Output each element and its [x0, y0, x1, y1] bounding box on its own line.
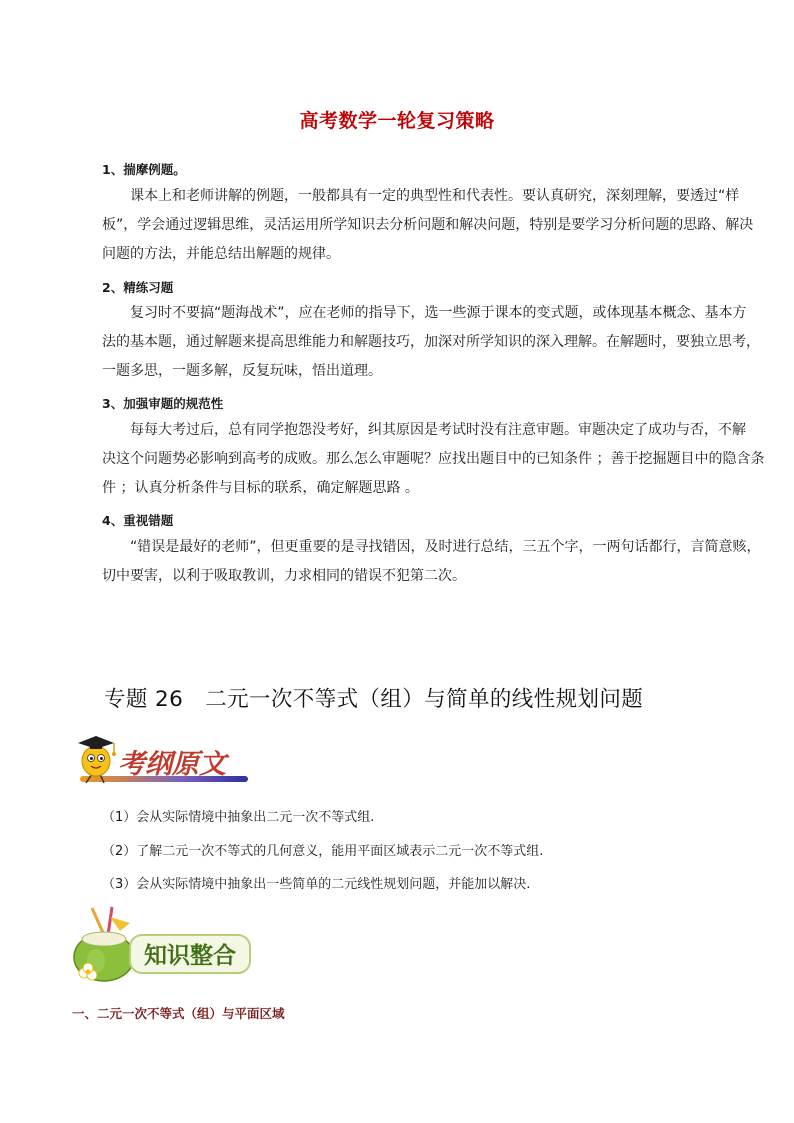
page-title: 高考数学一轮复习策略: [299, 110, 495, 132]
topic-name: 二元一次不等式（组）与简单的线性规划问题: [205, 687, 644, 712]
mascot-icon: [78, 736, 116, 783]
exam-outline-banner: [70, 731, 250, 787]
knowledge-integration-banner: [70, 905, 254, 983]
paragraph-line: 法的基本题，通过解题来提高思维能力和解题技巧，加深对所学知识的深入理解。在解题时，要独立思考，: [102, 334, 760, 350]
banner-text-knowledge: 知识整合: [144, 943, 236, 969]
banner-text-exam-outline: 考纲原文: [118, 749, 226, 780]
paragraph-line: 切中要害，以利于吸取教训，力求相同的错误不犯第二次。: [102, 568, 466, 584]
paragraph-line: 决这个问题势必影响到高考的成败。那么怎么审题呢？应找出题目中的已知条件 ；善于挖掘题目中的隐含条: [102, 451, 765, 467]
strategy-paragraph-3: [102, 416, 765, 503]
paragraph-line: “错误是最好的老师”，但更重要的是寻找错因，及时进行总结，三五个字，一两句话都行，言简意赅，: [130, 539, 761, 555]
paragraph-line: 一题多思，一题多解，反复玩味，悟出道理。: [102, 363, 382, 379]
paragraph-line: 板”，学会通过逻辑思维，灵活运用所学知识去分析问题和解决问题，特别是要学习分析问题的思路、解决: [102, 217, 754, 233]
strategy-paragraph-1: [102, 182, 754, 269]
strategy-heading-2: 2、精练习题: [102, 280, 174, 295]
coconut-drink-icon: [74, 907, 134, 981]
paragraph-line: 件 ；认真分析条件与目标的联系，确定解题思路 。: [102, 480, 419, 496]
paragraph-line: 复习时不要搞“题海战术”，应在老师的指导下，选一些源于课本的变式题，或体现基本概念、基本方: [130, 305, 747, 321]
strategy-heading-3: 3、加强审题的规范性: [102, 396, 224, 411]
section-heading-1: 一、二元一次不等式（组）与平面区域: [72, 1006, 285, 1021]
paragraph-line: 课本上和老师讲解的例题，一般都具有一定的典型性和代表性。要认真研究，深刻理解，要透过“样: [130, 188, 740, 204]
strategy-heading-4: 4、重视错题: [102, 513, 174, 528]
paragraph-line: 问题的方法，并能总结出解题的规律。: [102, 246, 340, 262]
requirement-item-3: （3）会从实际情境中抽象出一些简单的二元线性规划问题，并能加以解决.: [102, 877, 531, 892]
requirement-item-2: （2）了解二元一次不等式的几何意义，能用平面区域表示二元一次不等式组.: [102, 844, 544, 859]
topic-title: [104, 682, 643, 713]
paragraph-line: 每每大考过后，总有同学抱怨没考好，纠其原因是考试时没有注意审题。审题决定了成功与否，不解: [130, 422, 746, 438]
strategy-paragraph-4: [102, 533, 761, 591]
topic-number: 专题 26: [104, 687, 184, 712]
strategy-paragraph-2: [102, 299, 760, 386]
strategy-heading-1: 1、揣摩例题。: [102, 162, 186, 177]
requirement-item-1: （1）会从实际情境中抽象出二元一次不等式组.: [102, 810, 375, 825]
